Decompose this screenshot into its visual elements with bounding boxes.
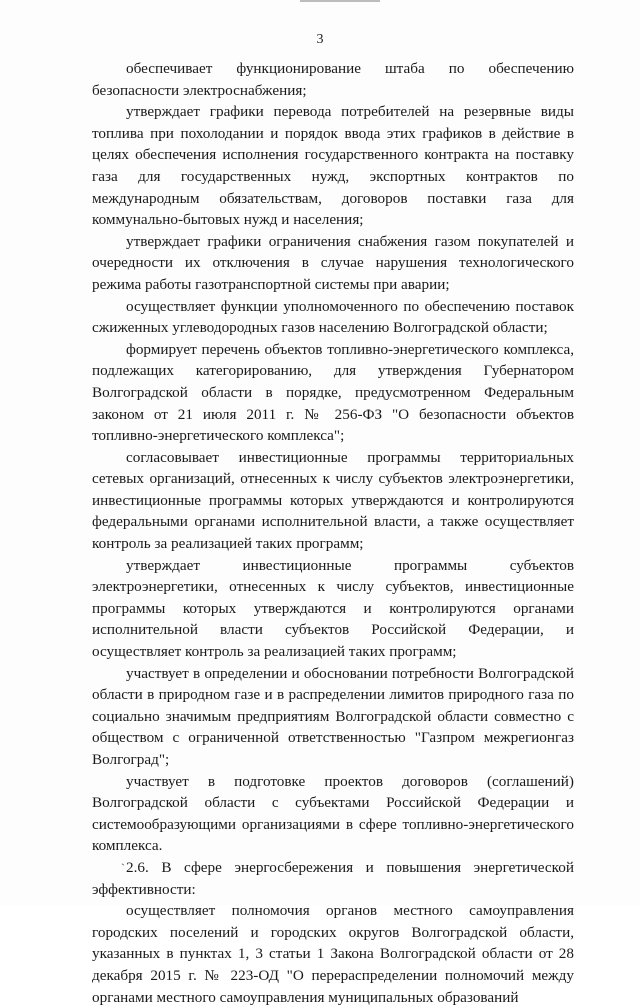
- paragraph-7: утверждает инвестиционные программы субъектов электроэнергетики, отнесенных к числу субъектов, инвестиционные программы которых утверждаются и контролируются органами исполнительной власти субъектов Российской Федерации, и осуществляет контроль за реализацией таких программ;: [92, 556, 574, 661]
- paragraph-2: утверждает графики перевода потребителей на резервные виды топлива при похолодании и порядок ввода этих графиков в действие в целях обеспечения исполнения государственного контракта на поставку газа для государственных нужд, экспортных контрактов по международным обязательствам, договоров поставки газа для коммунально-бытовых нужд и населения;: [92, 103, 574, 229]
- top-edge-mark: [300, 0, 380, 2]
- paragraph-1: обеспечивает функционирование штаба по обеспечению безопасности электроснабжения;: [92, 60, 574, 99]
- page-number: 3: [316, 32, 324, 47]
- stray-mark: ˋ: [121, 861, 125, 875]
- section-heading-2-6: 2.6. В сфере энергосбережения и повышения энергетической эффективности:: [92, 858, 574, 898]
- paragraph-10: осуществляет полномочия органов местного самоуправления городских поселений и городских округов Волгоградской области, указанных в пунктах 1, 3 статьи 1 Закона Волгоградской области от 28 декабря 2015 г. № 223-ОД "О перераспределении полномочий между органами местного самоуправления муниципальных образований: [92, 902, 574, 1006]
- paragraph-4: осуществляет функции уполномоченного по обеспечению поставок сжиженных углеводородных газов населению Волгоградской области;: [92, 297, 574, 337]
- paragraph-8: участвует в определении и обосновании потребности Волгоградской области в природном газе и в распределении лимитов природного газа по социально значимым предприятиям Волгоградской области совместно с обществом с ограниченной ответственностью "Газпром межрегионгаз Волгоград";: [92, 664, 574, 768]
- paragraph-5: формирует перечень объектов топливно-энергетического комплекса, подлежащих категорированию, для утверждения Губернатором Волгоградской области в порядке, предусмотренном Федеральным законом от 21 июля 2011 г. № 256-ФЗ "О безопасности объектов топливно-энергетического комплекса";: [92, 340, 574, 445]
- paragraph-6: согласовывает инвестиционные программы территориальных сетевых организаций, отнесенных к числу субъектов электроэнергетики, инвестиционные программы которых утверждаются и контролируются федеральными органами исполнительной власти, а также осуществляет контроль за реализацией таких программ;: [92, 448, 574, 553]
- document-body: [92, 58, 574, 1008]
- paragraph-3: утверждает графики ограничения снабжения газом покупателей и очередности их отключения в случае нарушения технологического режима работы газотранспортной системы при аварии;: [92, 232, 574, 293]
- paragraph-9: участвует в подготовке проектов договоров (соглашений) Волгоградской области с субъектами Российской Федерации и системообразующими организациями в сфере топливно-энергетического комплекса.: [92, 772, 574, 855]
